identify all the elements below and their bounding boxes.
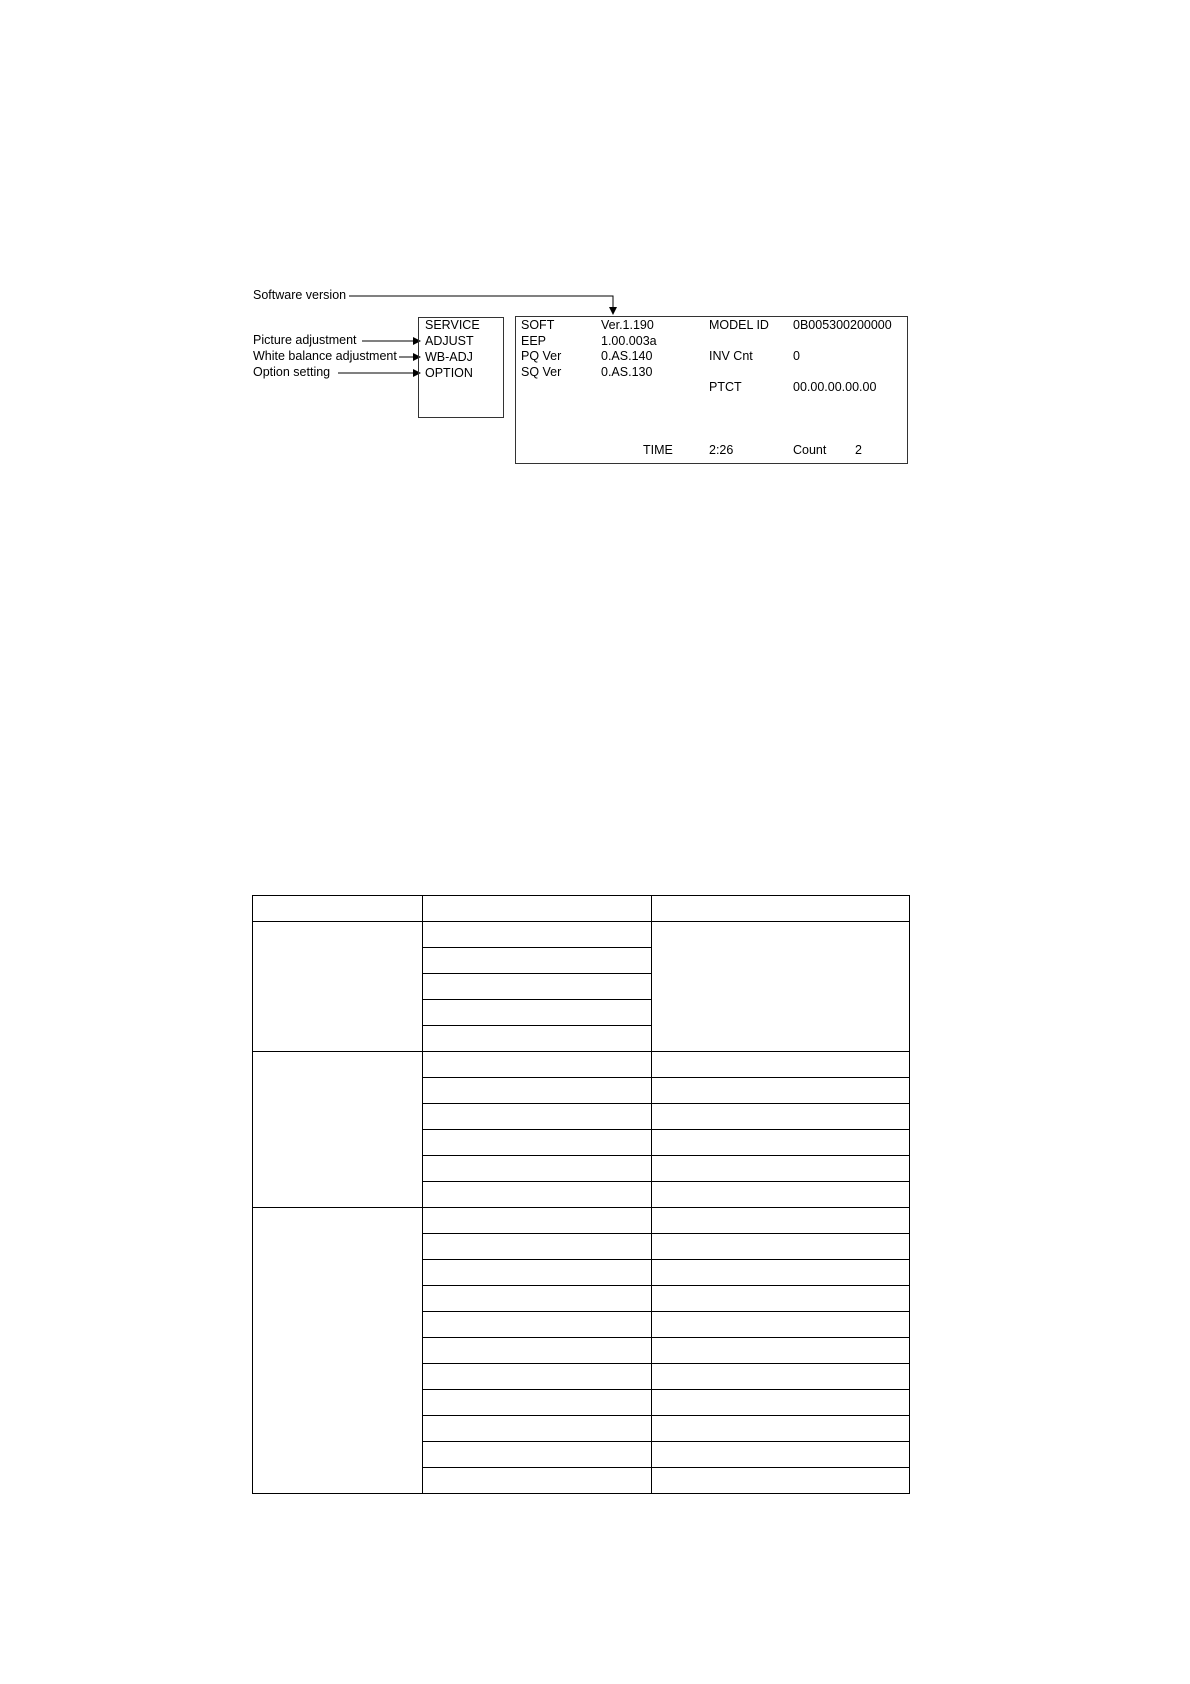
software-version-arrow <box>349 296 613 314</box>
service-menu-box <box>418 317 504 418</box>
menu-item-service[interactable]: SERVICE <box>425 318 480 332</box>
ptct-value: 00.00.00.00.00 <box>793 380 877 394</box>
model-id-value: 0B005300200000 <box>793 318 892 332</box>
service-info-box <box>515 316 908 464</box>
option-setting-label: Option setting <box>253 365 331 379</box>
inv-cnt-label: INV Cnt <box>709 349 753 363</box>
picture-adjustment-label: Picture adjustment <box>253 333 357 347</box>
count-label: Count <box>793 443 827 457</box>
table-header-row <box>253 896 910 922</box>
group-cell <box>253 1208 423 1494</box>
table-row <box>253 1208 910 1234</box>
white-balance-adjustment-label: White balance adjustment <box>253 349 397 363</box>
eep-label: EEP <box>521 334 547 348</box>
sq-ver-label: SQ Ver <box>521 365 562 379</box>
time-label: TIME <box>643 443 673 457</box>
group-cell <box>253 1052 423 1208</box>
inv-cnt-value: 0 <box>793 349 800 363</box>
ptct-label: PTCT <box>709 380 742 394</box>
menu-item-option[interactable]: OPTION <box>425 366 473 380</box>
software-version-label: Software version <box>253 288 347 302</box>
soft-value: Ver.1.190 <box>601 318 654 332</box>
menu-item-wb-adj[interactable]: WB-ADJ <box>425 350 473 364</box>
merged-cell <box>652 922 910 1052</box>
time-value: 2:26 <box>709 443 734 457</box>
sq-ver-value: 0.AS.130 <box>601 365 653 379</box>
pq-ver-value: 0.AS.140 <box>601 349 653 363</box>
pq-ver-label: PQ Ver <box>521 349 562 363</box>
table-row <box>253 922 910 948</box>
soft-label: SOFT <box>521 318 555 332</box>
model-id-label: MODEL ID <box>709 318 769 332</box>
table-row <box>253 1052 910 1078</box>
eep-value: 1.00.003a <box>601 334 657 348</box>
adjustment-table <box>252 895 910 1494</box>
menu-item-adjust[interactable]: ADJUST <box>425 334 474 348</box>
group-cell <box>253 922 423 1052</box>
count-value: 2 <box>855 443 862 457</box>
